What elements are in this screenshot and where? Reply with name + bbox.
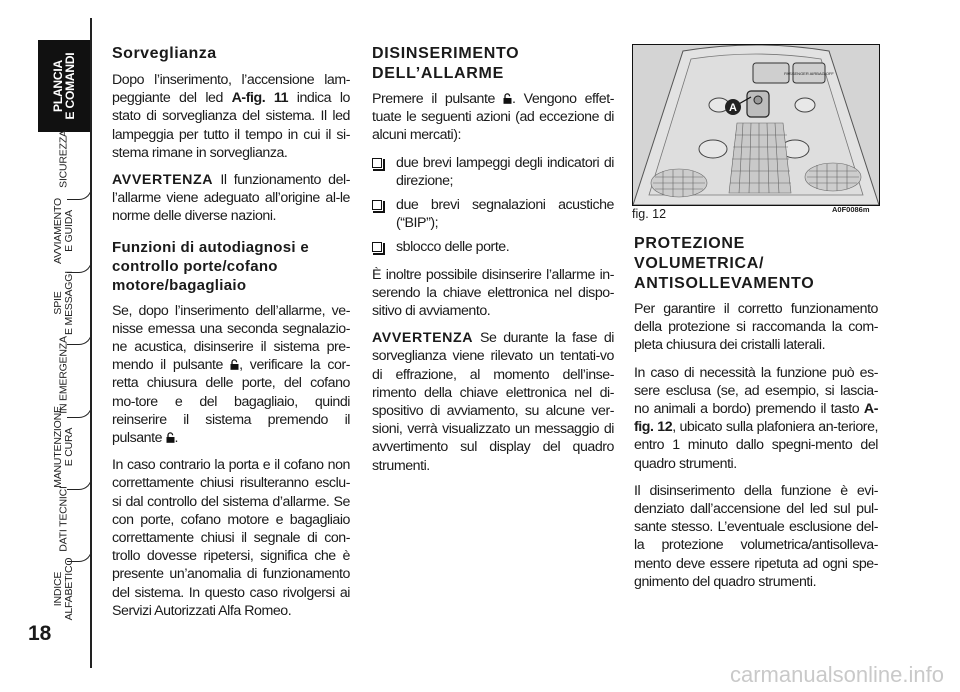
paragraph <box>372 90 614 145</box>
tab-label: SICUREZZA <box>57 130 70 188</box>
paragraph <box>112 71 350 162</box>
warning-paragraph <box>112 171 350 226</box>
callout-marker-label: A <box>729 102 737 114</box>
checkbox-bullet-icon <box>372 200 382 210</box>
unlock-icon <box>503 93 512 104</box>
page-number: 18 <box>28 622 52 645</box>
text: , verificare la cor-retta chiusura delle porte, del cofano mo-tore e del bagagliaio, quindi reinserire il sistema premendo il pulsante <box>112 357 350 447</box>
section-heading-protezione <box>634 234 878 294</box>
tab-avviamento-e-guida[interactable] <box>38 194 90 268</box>
sidebar-rule <box>90 18 92 668</box>
figure-caption: fig. 12 <box>632 207 667 221</box>
list-item <box>372 238 614 256</box>
figure-code: A0F0086m <box>832 205 870 214</box>
paragraph: Il disinserimento della funzione è evi-denziato dall’accensione del led sul pul-sante stesso. L’eventuale esclusione del-la protezione volumetrica/antisolleva-mento deve essere ripetuta ad ogni spe-gnimento del quadro strumenti. <box>634 482 878 590</box>
tab-label: DATI TECNICI <box>57 486 70 552</box>
tab-indice-alfabetico[interactable] <box>38 552 90 626</box>
text: Se, dopo l’inserimento dell’allarme, ve-nisse emessa una seconda segnalazio-ne acustica, disinserire il sistema pre-mendo il pulsante <box>112 302 350 374</box>
paragraph <box>634 364 878 473</box>
column-right <box>634 234 878 600</box>
heading-line: ANTISOLLEVAMENTO <box>634 275 815 292</box>
paragraph: In caso contrario la porta e il cofano non correttamente chiusi risulteranno esclu-si dal controllo del sistema d’allarme. Se con porte, cofano motore e bagagliaio correttamente chiusi il segnale di con-trollo dovesse ripetersi, significa che è presente un’anomalia di funzionamento del sistema. In questo caso rivolgersi ai Servizi Autorizzati Alfa Romeo. <box>112 457 350 619</box>
tab-label: SPIE E MESSAGGI <box>52 271 75 335</box>
text: , ubicato sulla plafoniera an-teriore, entro 1 minuto dallo spegni-mento del quadro strumenti. <box>634 419 878 472</box>
chapter-sidebar <box>0 0 92 692</box>
airbag-off-text: PASSENGER AIRBAG OFF <box>784 71 834 76</box>
list-item <box>372 196 614 232</box>
tab-manutenzione-e-cura[interactable] <box>38 406 90 488</box>
tab-spie-e-messaggi[interactable] <box>38 266 90 340</box>
subsection-heading: Funzioni di autodiagnosi e controllo porte/cofano motore/bagagliaio <box>112 238 309 294</box>
tab-label: MANUTENZIONE E CURA <box>52 406 75 488</box>
text: . <box>174 430 179 447</box>
paragraph: È inoltre possibile disinserire l’allarme in-serendo la chiave elettronica nel dispo-sitivo di avviamento. <box>372 266 614 320</box>
list-item <box>372 154 614 190</box>
unlock-icon <box>166 432 175 443</box>
checkbox-bullet-icon <box>372 158 382 168</box>
tab-plancia-e-comandi[interactable] <box>38 40 90 132</box>
tab-label: IN EMERGENZA <box>57 336 70 414</box>
tab-label: INDICE ALFABETICO <box>52 557 75 621</box>
warning-text: Il funzionamento del-l’allarme viene adeguato all’origine al-le norme delle diverse nazioni. <box>112 172 350 225</box>
text: Dopo l’inserimento, l’accensione lam-peggiante del led <box>112 72 350 107</box>
warning-text: Se durante la fase di sorveglianza viene rilevato un tentati-vo di effrazione, al momento dell’inse-rimento della chiave elettronica nel di-spositivo di avviamento, su alcune ver-sioni, verrà visualizzato un messaggio di avvertimento sul display del quadro strumenti. <box>372 330 614 474</box>
heading-line: PROTEZIONE <box>634 235 746 252</box>
column-middle <box>372 44 614 484</box>
text: . Vengono effet-tuate le seguenti azioni (ad eccezione di alcuni mercati): <box>372 91 614 144</box>
tab-dati-tecnici[interactable] <box>38 482 90 556</box>
list-item-text: due brevi lampeggi degli indicatori di direzione; <box>396 154 614 189</box>
checkbox-bullet-icon <box>372 242 382 252</box>
warning-label: AVVERTENZA <box>112 172 214 189</box>
warning-label: AVVERTENZA <box>372 330 474 347</box>
figure-reference: A-fig. 12 <box>634 401 878 436</box>
tab-in-emergenza[interactable] <box>38 338 90 412</box>
paragraph: Per garantire il corretto funzionamento della protezione si raccomanda la com-pleta chiusura dei cristalli laterali. <box>634 301 878 354</box>
text: Premere il pulsante <box>372 91 504 107</box>
list-item-text: sblocco delle porte. <box>396 239 510 256</box>
section-heading-disinserimento <box>372 44 614 84</box>
warning-paragraph <box>372 329 614 475</box>
watermark: carmanualsonline.info <box>729 662 944 687</box>
unlock-icon <box>230 359 239 370</box>
column-left <box>112 44 350 629</box>
heading-line: DISINSERIMENTO <box>372 45 520 62</box>
figure-reference: A-fig. 11 <box>231 90 289 107</box>
tab-label: PLANCIA E COMANDI <box>51 52 77 120</box>
section-heading-sorveglianza: Sorveglianza <box>112 45 217 62</box>
text: In caso di necessità la funzione può es-sere esclusa (se, ad esempio, si lascia-no animali a bordo) premendo il tasto <box>634 364 878 418</box>
heading-line: DELL’ALLARME <box>372 65 504 82</box>
paragraph <box>112 302 350 448</box>
tab-sicurezza[interactable] <box>38 122 90 196</box>
heading-line: VOLUMETRICA/ <box>634 255 765 272</box>
list-item-text: due brevi segnalazioni acustiche (“BIP”); <box>396 197 614 232</box>
figure-ceiling-light-panel <box>632 44 880 206</box>
ceiling-light-illustration <box>633 45 879 205</box>
tab-label: AVVIAMENTO E GUIDA <box>52 198 75 264</box>
text: indica lo stato di sorveglianza del sistema. Il led lampeggia per tutto il tempo in cui il si-stema rimane in sorveglianza. <box>112 90 350 161</box>
